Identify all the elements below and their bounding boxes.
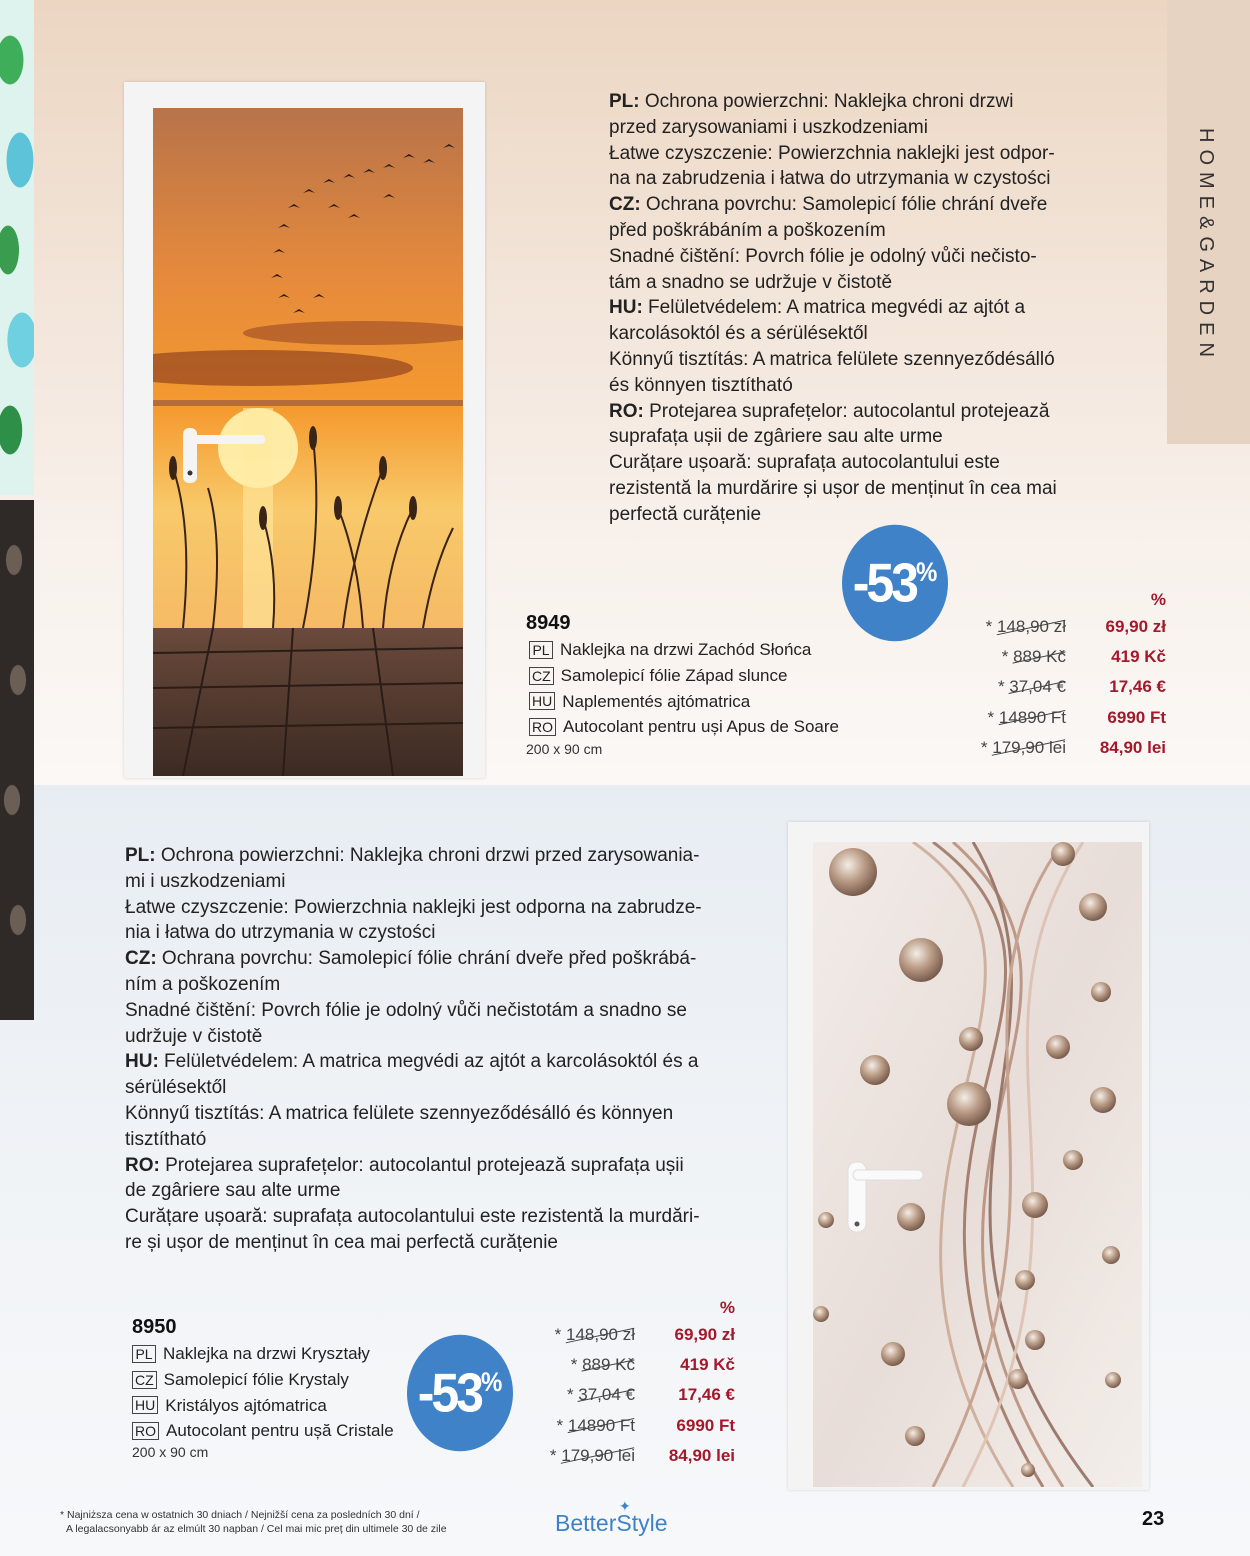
name-row-pl: PL Naklejka na drzwi Kryształy xyxy=(132,1341,394,1367)
product-8950-names xyxy=(132,1341,394,1444)
lang-label-cz: CZ: xyxy=(609,194,641,216)
door-crystals-image xyxy=(813,842,1142,1487)
name-row-ro: RO Autocolant pentru ușă Cristale xyxy=(132,1418,394,1444)
price-row: * 148,90 zł 69,90 zł xyxy=(554,1325,735,1345)
lang-label-ro: RO: xyxy=(125,1154,160,1176)
price-row: * 14890 Ft 6990 Ft xyxy=(556,1415,735,1435)
product-8949-description: PL: Ochrona powierzchni: Naklejka chroni drzwi przed zarysowaniami i uszkodzeniami Łatwe czyszczenie: Powierzchnia naklejki jest odpor- na na zabrudzenia i łatwa do utrzymania w czystości CZ: Ochrana povrchu: Samolepicí fólie chrání dveře před poškrábáním a poškozením Snadné čištění: Povrch fólie je odolný vůči nečisto- tám a snadno se udržuje v čistotě HU: Felületvédelem: A matrica megvédi az ajtót a karcolásoktól és a sérülésektől Könnyű tisztítás: A matrica felülete szennyeződésálló és könnyen tisztítható RO: Protejarea suprafețelor: autocolantul protejează suprafața ușii de zgâriere sau alte urme Curățare ușoară: suprafața autocolantului este rezistentă la murdărire și ușor de menținut în cea mai perfectă curățenie xyxy=(609,91,1057,525)
name-row-hu: HU Kristályos ajtómatrica xyxy=(132,1393,394,1419)
discount-badge: -53 % xyxy=(407,1335,513,1452)
price-row: * 179,90 lei 84,90 lei xyxy=(549,1445,735,1465)
product-sku: 8950 xyxy=(132,1316,177,1338)
price-row: * 179,90 lei 84,90 lei xyxy=(980,737,1166,757)
lang-label-cz: CZ: xyxy=(125,948,157,970)
product-8949-names xyxy=(529,637,839,740)
percent-header: % xyxy=(719,1298,735,1317)
price-row: * 14890 Ft 6990 Ft xyxy=(987,707,1166,727)
product-8949-prices xyxy=(966,590,1166,763)
price-row: * 37,04 € 17,46 € xyxy=(566,1385,735,1405)
name-row-hu: HU Naplementés ajtómatrica xyxy=(529,689,839,715)
price-row: * 37,04 € 17,46 € xyxy=(997,677,1166,697)
percent-header: % xyxy=(1150,590,1166,609)
lang-label-pl: PL: xyxy=(125,845,156,866)
lang-label-hu: HU: xyxy=(609,297,643,319)
product-dimensions: 200 x 90 cm xyxy=(526,741,603,757)
sparkle-icon: ✦ xyxy=(619,1498,631,1514)
discount-badge: -53 % xyxy=(842,525,948,642)
name-row-cz: CZ Samolepicí fólie Krystaly xyxy=(132,1367,394,1393)
price-row: * 148,90 zł 69,90 zł xyxy=(985,617,1166,637)
price-row: * 889 Kč 419 Kč xyxy=(1001,647,1166,667)
product-8950-description: PL: Ochrona powierzchni: Naklejka chroni drzwi przed zarysowania- mi i uszkodzeniami Łatwe czyszczenie: Powierzchnia naklejki jest odporna na zabrudze- nia i łatwa do utrzymania w czystości CZ: Ochrana povrchu: Samolepicí fólie chrání dveře před poškrábá- ním a poškozením Snadné čištění: Povrch fólie je odolný vůči nečistotám a snadno se udržuje v čistotě HU: Felületvédelem: A matrica megvédi az ajtót a karcolásoktól és a sérülésektől Könnyű tisztítás: A matrica felülete szennyeződésálló és könnyen tisztítható RO: Protejarea suprafețelor: autocolantul protejează suprafața ușii de zgâriere sau alte urme Curățare ușoară: suprafața autocolantului este rezistentă la murdări- re și ușor de menținut în cea mai perfectă curățenie xyxy=(125,845,702,1253)
door-sunset-image xyxy=(153,108,463,776)
leaf-pattern-strip xyxy=(0,0,34,495)
lang-label-hu: HU: xyxy=(125,1051,159,1073)
product-dimensions: 200 x 90 cm xyxy=(132,1444,209,1460)
page-number: 23 xyxy=(1142,1508,1165,1530)
price-row: * 889 Kč 419 Kč xyxy=(570,1355,735,1375)
name-row-ro: RO Autocolant pentru uși Apus de Soare xyxy=(529,714,839,740)
product-8950-prices xyxy=(535,1298,735,1471)
name-row-pl: PL Naklejka na drzwi Zachód Słońca xyxy=(529,637,839,663)
section-tab-label: HOME&GARDEN xyxy=(1195,128,1217,364)
footnote: * Najniższa cena w ostatnich 30 dniach / Nejnižší cena za posledních 30 dní / A legalacsonyabb ár az elmúlt 30 napban / Cel mai mic preț din ultimele 30 de zile xyxy=(60,1509,447,1535)
damask-pattern-strip xyxy=(0,500,34,1020)
lang-label-ro: RO: xyxy=(609,400,644,422)
name-row-cz: CZ Samolepicí fólie Západ slunce xyxy=(529,663,839,689)
lang-label-pl: PL: xyxy=(609,91,640,112)
brand-logo: BetterStyle ✦ xyxy=(555,1498,668,1536)
product-sku: 8949 xyxy=(526,612,571,634)
